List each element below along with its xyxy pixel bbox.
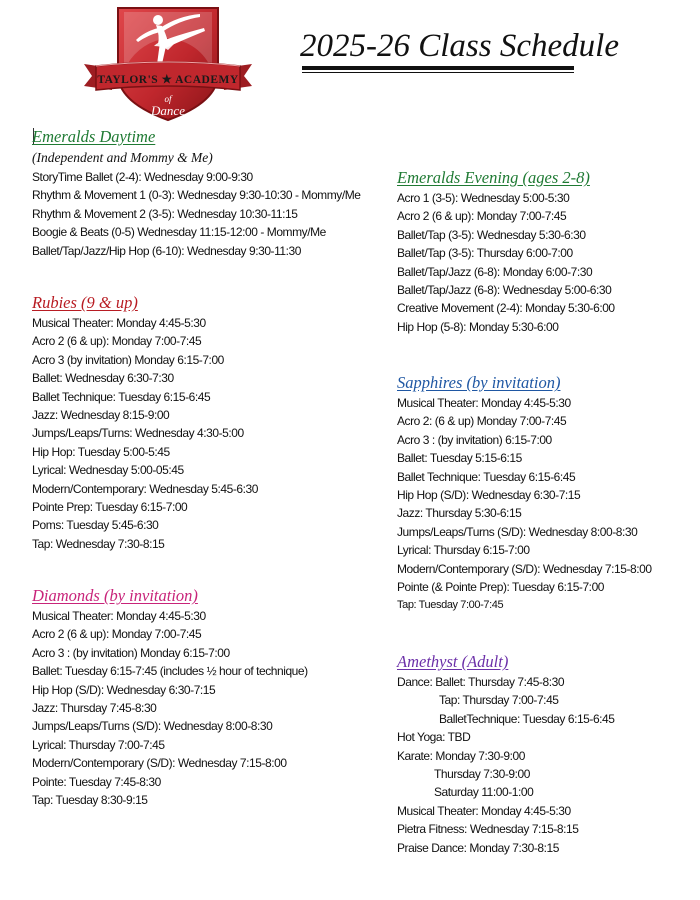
list-item: Musical Theater: Monday 4:45-5:30: [32, 316, 206, 330]
amethyst-hot-yoga: Hot Yoga: TBD: [397, 730, 471, 745]
list-item: Rhythm & Movement 1 (0-3): Wednesday 9:30-10:30 - Mommy/Me: [32, 188, 361, 203]
list-item: Ballet: Tuesday 5:15-6:15: [397, 451, 522, 466]
list-item: Rhythm & Movement 2 (3-5): Wednesday 10:30-11:15: [32, 206, 298, 221]
list-item: Musical Theater: Monday 4:45-5:30: [32, 609, 206, 623]
academy-logo: [82, 2, 254, 124]
amethyst-dance-line: Dance: Ballet: Thursday 7:45-8:30: [397, 675, 565, 689]
amethyst-karate-thursday: Thursday 7:30-9:00: [434, 767, 530, 782]
amethyst-dance-tap: Tap: Thursday 7:00-7:45: [439, 693, 559, 708]
list-item: Hip Hop (S/D): Wednesday 6:30-7:15: [32, 682, 216, 697]
amethyst-karate-saturday: Saturday 11:00-1:00: [434, 785, 534, 800]
list-item: Hip Hop (5-8): Monday 5:30-6:00: [397, 319, 559, 334]
amethyst-karate-line: Karate: Monday 7:30-9:00: [397, 748, 525, 763]
list-item: Jumps/Leaps/Turns (S/D): Wednesday 8:00-8:30: [397, 524, 638, 539]
list-item: StoryTime Ballet (2-4): Wednesday 9:00-9:30: [32, 170, 253, 184]
sapphires-section: [397, 372, 697, 615]
list-item: Jazz: Wednesday 8:15-9:00: [32, 408, 170, 423]
list-item: Boogie & Beats (0-5) Wednesday 11:15-12:00 - Mommy/Me: [32, 225, 326, 240]
title-underline-bar: [302, 66, 574, 70]
list-item: Acro 2 (6 & up): Monday 7:00-7:45: [32, 334, 202, 349]
list-item: Musical Theater: Monday 4:45-5:30: [397, 803, 571, 818]
emeralds-evening-section: [397, 167, 697, 336]
list-item: Lyrical: Thursday 7:00-7:45: [32, 737, 165, 752]
list-item: Acro 2 (6 & up): Monday 7:00-7:45: [397, 209, 567, 224]
list-item: Poms: Tuesday 5:45-6:30: [32, 518, 159, 533]
emeralds-evening-list: [397, 189, 697, 336]
list-item: Jazz: Thursday 7:45-8:30: [32, 701, 157, 716]
list-item: Praise Dance: Monday 7:30-8:15: [397, 840, 559, 855]
list-item: Modern/Contemporary: Wednesday 5:45-6:30: [32, 481, 258, 496]
list-item: Lyrical: Wednesday 5:00-05:45: [32, 463, 184, 478]
amethyst-dance-technique: BalletTechnique: Tuesday 6:15-6:45: [439, 711, 615, 726]
list-item: Ballet/Tap (3-5): Wednesday 5:30-6:30: [397, 227, 586, 242]
list-item: Pointe: Tuesday 7:45-8:30: [32, 774, 161, 789]
emeralds-daytime-section: [32, 126, 372, 260]
list-item: Ballet Technique: Tuesday 6:15-6:45: [32, 389, 211, 404]
diamonds-heading: Diamonds (by invitation): [32, 586, 198, 605]
list-item: Acro 1 (3-5): Wednesday 5:00-5:30: [397, 191, 570, 205]
list-item: Jazz: Thursday 5:30-6:15: [397, 506, 522, 521]
sapphires-heading: Sapphires (by invitation): [397, 373, 561, 392]
list-item: Ballet/Tap (3-5): Thursday 6:00-7:00: [397, 246, 573, 261]
list-item: Musical Theater: Monday 4:45-5:30: [397, 396, 571, 410]
emeralds-daytime-heading: Emeralds Daytime: [32, 127, 156, 146]
list-item: Ballet/Tap/Jazz (6-8): Wednesday 5:00-6:30: [397, 283, 612, 298]
amethyst-more-list: [397, 802, 697, 857]
list-item: Ballet/Tap/Jazz/Hip Hop (6-10): Wednesday 9:30-11:30: [32, 243, 301, 258]
rubies-section: [32, 292, 372, 553]
list-item: Modern/Contemporary (S/D): Wednesday 7:15-8:00: [397, 561, 652, 576]
emeralds-daytime-list: [32, 168, 372, 260]
amethyst-section: [397, 651, 697, 857]
list-item: Lyrical: Thursday 6:15-7:00: [397, 543, 530, 558]
title-underline-rule: [302, 72, 574, 73]
rubies-heading: Rubies (9 & up): [32, 293, 138, 312]
list-item: Acro 2: (6 & up) Monday 7:00-7:45: [397, 414, 567, 429]
diamonds-section: [32, 585, 372, 809]
svg-text:Dance: Dance: [151, 103, 185, 118]
emeralds-daytime-subheading: (Independent and Mommy & Me): [32, 150, 213, 165]
list-item: Jumps/Leaps/Turns: Wednesday 4:30-5:00: [32, 426, 244, 441]
list-item: Ballet/Tap/Jazz (6-8): Monday 6:00-7:30: [397, 264, 593, 279]
rubies-list: [32, 314, 372, 553]
list-item: Pietra Fitness: Wednesday 7:15-8:15: [397, 822, 579, 837]
svg-text:of: of: [164, 94, 172, 104]
list-item: Creative Movement (2-4): Monday 5:30-6:00: [397, 301, 615, 316]
list-item: Pointe (& Pointe Prep): Tuesday 6:15-7:00: [397, 580, 605, 595]
list-item: Acro 3 : (by invitation) Monday 6:15-7:00: [32, 645, 230, 660]
list-item: Tap: Tuesday 7:00-7:45: [397, 599, 504, 612]
amethyst-heading: Amethyst (Adult): [397, 652, 509, 671]
list-item: Hip Hop: Tuesday 5:00-5:45: [32, 444, 170, 459]
list-item: Hip Hop (S/D): Wednesday 6:30-7:15: [397, 488, 581, 503]
list-item: Tap: Tuesday 8:30-9:15: [32, 793, 148, 808]
list-item: Jumps/Leaps/Turns (S/D): Wednesday 8:00-8:30: [32, 719, 273, 734]
list-item: Ballet: Tuesday 6:15-7:45 (includes ½ hour of technique): [32, 664, 308, 679]
list-item: Ballet: Wednesday 6:30-7:30: [32, 371, 174, 386]
list-item: Modern/Contemporary (S/D): Wednesday 7:15-8:00: [32, 756, 287, 771]
emeralds-evening-heading: Emeralds Evening (ages 2-8): [397, 168, 590, 187]
sapphires-list: [397, 394, 697, 596]
list-item: Acro 3 : (by invitation) 6:15-7:00: [397, 432, 552, 447]
list-item: Tap: Wednesday 7:30-8:15: [32, 536, 165, 551]
diamonds-list: [32, 607, 372, 809]
list-item: Acro 3 (by invitation) Monday 6:15-7:00: [32, 352, 224, 367]
list-item: Ballet Technique: Tuesday 6:15-6:45: [397, 469, 576, 484]
logo-wordmark: TAYLOR'S ★ ACADEMY: [97, 74, 239, 86]
list-item: Pointe Prep: Tuesday 6:15-7:00: [32, 500, 188, 515]
list-item: Acro 2 (6 & up): Monday 7:00-7:45: [32, 627, 202, 642]
page-title: 2025-26 Class Schedule: [300, 28, 619, 64]
